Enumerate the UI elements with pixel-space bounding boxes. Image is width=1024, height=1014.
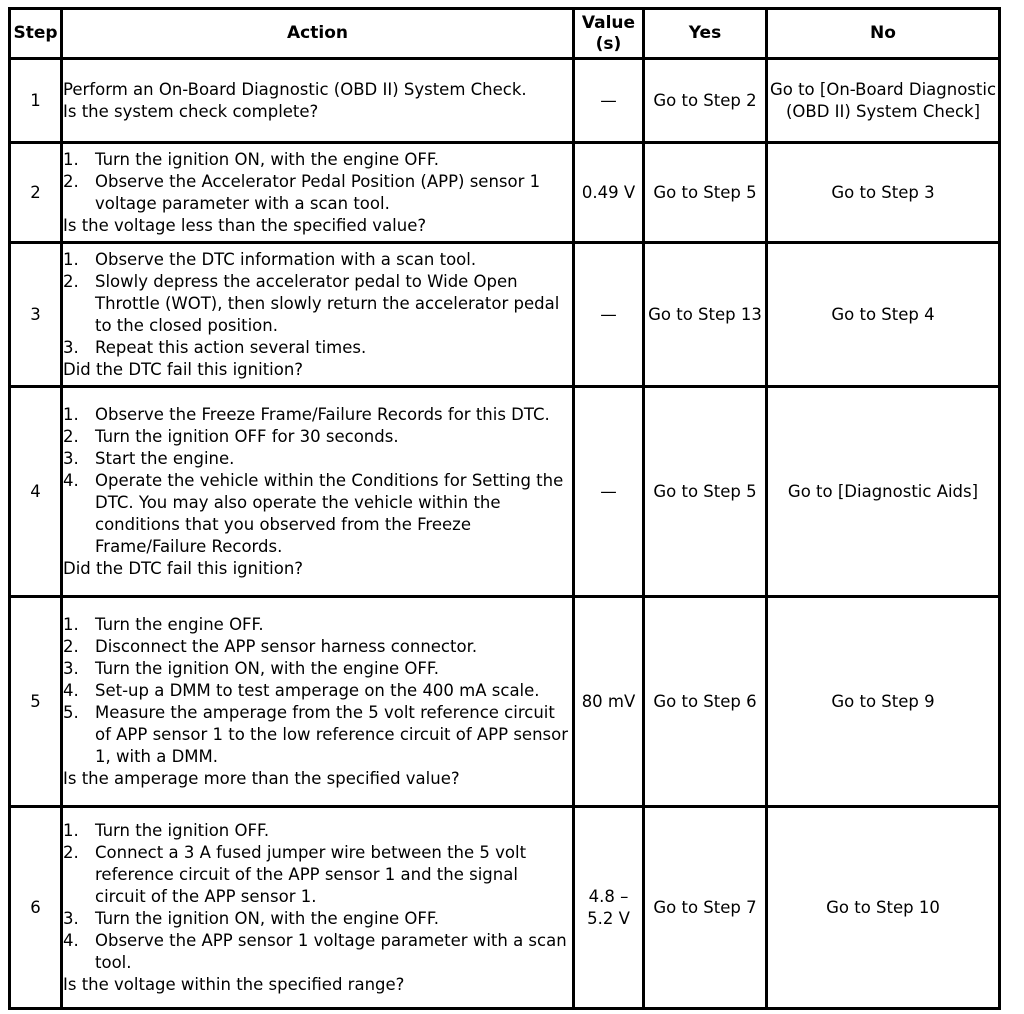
list-item-text: Turn the ignition OFF. bbox=[95, 820, 270, 840]
list-item-number: 1. bbox=[63, 249, 79, 269]
no-cell: Go to Step 4 bbox=[767, 243, 1000, 387]
list-item-number: 4. bbox=[63, 930, 79, 950]
list-item bbox=[63, 702, 572, 768]
list-item-text: Observe the DTC information with a scan tool. bbox=[95, 249, 477, 269]
no-cell: Go to Step 10 bbox=[767, 807, 1000, 1009]
value-cell: 80 mV bbox=[574, 597, 644, 807]
table-row bbox=[10, 59, 1000, 143]
header-yes: Yes bbox=[644, 9, 767, 59]
yes-cell: Go to Step 2 bbox=[644, 59, 767, 143]
list-item-text: Operate the vehicle within the Conditions for Setting the DTC. You may also operate the vehicle within the conditions that you observed from the Freeze Frame/Failure Records. bbox=[95, 470, 564, 556]
action-question: Is the voltage less than the specified value? bbox=[63, 215, 427, 235]
list-item bbox=[63, 680, 572, 702]
action-cell bbox=[62, 243, 574, 387]
list-item-text: Observe the Accelerator Pedal Position (APP) sensor 1 voltage parameter with a scan tool. bbox=[95, 171, 541, 213]
list-item-text: Set-up a DMM to test amperage on the 400 mA scale. bbox=[95, 680, 540, 700]
list-item-number: 2. bbox=[63, 171, 79, 191]
action-cell bbox=[62, 597, 574, 807]
table-body bbox=[10, 59, 1000, 1009]
step-cell: 3 bbox=[10, 243, 62, 387]
list-item bbox=[63, 658, 572, 680]
list-item bbox=[63, 271, 572, 337]
step-cell: 5 bbox=[10, 597, 62, 807]
no-cell: Go to [Diagnostic Aids] bbox=[767, 387, 1000, 597]
table-row bbox=[10, 807, 1000, 1009]
action-question: Did the DTC fail this ignition? bbox=[63, 359, 304, 379]
list-item-number: 3. bbox=[63, 448, 79, 468]
list-item bbox=[63, 614, 572, 636]
step-cell: 2 bbox=[10, 143, 62, 243]
list-item-text: Turn the ignition ON, with the engine OFF. bbox=[95, 908, 439, 928]
list-item-number: 2. bbox=[63, 271, 79, 291]
action-question: Is the voltage within the specified range? bbox=[63, 974, 405, 994]
list-item-number: 1. bbox=[63, 820, 79, 840]
yes-cell: Go to Step 6 bbox=[644, 597, 767, 807]
list-item-number: 3. bbox=[63, 658, 79, 678]
header-no: No bbox=[767, 9, 1000, 59]
action-steps bbox=[63, 404, 572, 558]
list-item-text: Measure the amperage from the 5 volt reference circuit of APP sensor 1 to the low reference circuit of APP sensor 1, with a DMM. bbox=[95, 702, 568, 766]
yes-cell: Go to Step 5 bbox=[644, 387, 767, 597]
action-cell bbox=[62, 387, 574, 597]
list-item-text: Turn the ignition OFF for 30 seconds. bbox=[95, 426, 399, 446]
list-item bbox=[63, 842, 572, 908]
header-value: Value (s) bbox=[574, 9, 644, 59]
list-item-number: 2. bbox=[63, 426, 79, 446]
diagnostic-table bbox=[8, 7, 1001, 1010]
header-row bbox=[10, 9, 1000, 59]
list-item bbox=[63, 426, 572, 448]
value-cell: — bbox=[574, 387, 644, 597]
list-item-number: 1. bbox=[63, 614, 79, 634]
list-item bbox=[63, 337, 572, 359]
list-item-text: Turn the ignition ON, with the engine OFF. bbox=[95, 658, 439, 678]
list-item bbox=[63, 404, 572, 426]
list-item-number: 3. bbox=[63, 908, 79, 928]
list-item bbox=[63, 171, 572, 215]
action-question: Is the system check complete? bbox=[63, 101, 319, 121]
list-item-number: 2. bbox=[63, 636, 79, 656]
list-item-number: 1. bbox=[63, 404, 79, 424]
value-cell: — bbox=[574, 59, 644, 143]
list-item-number: 4. bbox=[63, 470, 79, 490]
header-action: Action bbox=[62, 9, 574, 59]
table-row bbox=[10, 143, 1000, 243]
list-item-text: Turn the ignition ON, with the engine OFF. bbox=[95, 149, 439, 169]
yes-cell: Go to Step 7 bbox=[644, 807, 767, 1009]
action-steps bbox=[63, 249, 572, 359]
list-item bbox=[63, 908, 572, 930]
table-row bbox=[10, 387, 1000, 597]
list-item bbox=[63, 448, 572, 470]
value-cell: 4.8 – 5.2 V bbox=[574, 807, 644, 1009]
no-cell: Go to Step 3 bbox=[767, 143, 1000, 243]
value-cell: 0.49 V bbox=[574, 143, 644, 243]
list-item-number: 1. bbox=[63, 149, 79, 169]
list-item-number: 4. bbox=[63, 680, 79, 700]
list-item-text: Disconnect the APP sensor harness connector. bbox=[95, 636, 478, 656]
list-item-text: Observe the APP sensor 1 voltage parameter with a scan tool. bbox=[95, 930, 567, 972]
action-intro: Perform an On-Board Diagnostic (OBD II) System Check. bbox=[63, 79, 527, 99]
step-cell: 1 bbox=[10, 59, 62, 143]
no-cell: Go to Step 9 bbox=[767, 597, 1000, 807]
table-row bbox=[10, 243, 1000, 387]
step-cell: 6 bbox=[10, 807, 62, 1009]
header-step: Step bbox=[10, 9, 62, 59]
list-item-text: Start the engine. bbox=[95, 448, 235, 468]
action-question: Is the amperage more than the specified value? bbox=[63, 768, 460, 788]
list-item-text: Connect a 3 A fused jumper wire between the 5 volt reference circuit of the APP sensor 1 and the signal circuit of the APP sensor 1. bbox=[95, 842, 527, 906]
action-question: Did the DTC fail this ignition? bbox=[63, 558, 304, 578]
value-cell: — bbox=[574, 243, 644, 387]
no-cell: Go to [On-Board Diagnostic (OBD II) System Check] bbox=[767, 59, 1000, 143]
list-item-text: Observe the Freeze Frame/Failure Records for this DTC. bbox=[95, 404, 550, 424]
list-item bbox=[63, 149, 572, 171]
yes-cell: Go to Step 5 bbox=[644, 143, 767, 243]
yes-cell: Go to Step 13 bbox=[644, 243, 767, 387]
action-steps bbox=[63, 820, 572, 974]
action-steps bbox=[63, 614, 572, 768]
list-item-number: 2. bbox=[63, 842, 79, 862]
action-cell bbox=[62, 59, 574, 143]
action-cell bbox=[62, 807, 574, 1009]
list-item bbox=[63, 636, 572, 658]
list-item bbox=[63, 249, 572, 271]
list-item-number: 3. bbox=[63, 337, 79, 357]
step-cell: 4 bbox=[10, 387, 62, 597]
list-item-text: Repeat this action several times. bbox=[95, 337, 367, 357]
list-item-text: Turn the engine OFF. bbox=[95, 614, 264, 634]
list-item-text: Slowly depress the accelerator pedal to Wide Open Throttle (WOT), then slowly return the accelerator pedal to the closed position. bbox=[95, 271, 560, 335]
action-steps bbox=[63, 149, 572, 215]
list-item bbox=[63, 930, 572, 974]
list-item bbox=[63, 820, 572, 842]
action-cell bbox=[62, 143, 574, 243]
table-row bbox=[10, 597, 1000, 807]
list-item bbox=[63, 470, 572, 558]
list-item-number: 5. bbox=[63, 702, 79, 722]
